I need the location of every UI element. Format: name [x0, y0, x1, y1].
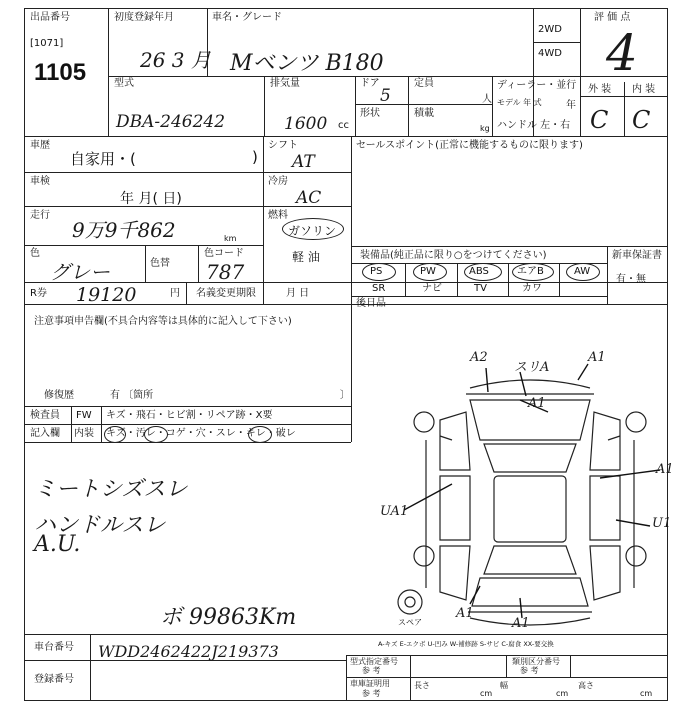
exterior-label: 外 装: [588, 84, 612, 95]
equip-ps: PS: [370, 266, 383, 277]
sales-point-label: セールスポイント(正常に機能するものに限ります): [356, 140, 583, 151]
name-change-label: 名義変更期限: [196, 288, 256, 299]
repair-close: 〕: [340, 390, 350, 401]
r-label: R券: [30, 288, 47, 299]
mark-u1-right: U1: [652, 516, 672, 531]
warranty-value: 有・無: [616, 274, 646, 285]
displacement-value: 1600: [284, 114, 328, 134]
load-unit: kg: [480, 124, 490, 133]
fuel-label: 燃料: [268, 210, 288, 221]
record-label: 記入欄: [30, 428, 60, 439]
legend: A-キズ E-エクボ U-凹み W-補修跡 S-サビ C-腐食 XX-要交換: [378, 640, 554, 648]
mileage-unit: km: [224, 234, 237, 243]
first-reg-label: 初度登録年月: [114, 12, 174, 23]
mark-a2: A2: [470, 350, 488, 365]
color-label: 色: [30, 248, 40, 259]
warranty-label: 新車保証書: [612, 250, 662, 261]
mark-a1-rear: A1: [512, 616, 530, 631]
model-value: DBA-246242: [116, 112, 226, 132]
hand-note-1: ミートシズスレ: [34, 477, 188, 502]
fuel-gas: ガソリン: [288, 224, 337, 238]
equip-leather: カワ: [522, 283, 542, 294]
history-label: 車歴: [30, 140, 50, 151]
r-value: 19120: [76, 284, 137, 306]
dealer-label: ディーラー・並行: [497, 80, 577, 91]
load-label: 積載: [414, 108, 434, 119]
model-year-label: モデル 年 式: [497, 98, 542, 107]
handle-label: ハンドル 左・右: [497, 120, 571, 131]
lot-label: 出品番号: [30, 12, 70, 23]
doors-label: ドア: [360, 78, 380, 89]
caution-label: 注意事項申告欄(不具合内容等は具体的に記入して下さい): [34, 316, 292, 327]
color-code-value: 787: [206, 260, 245, 284]
mileage-value: 9万9千862: [72, 218, 176, 242]
month-day: 月 日: [286, 288, 310, 299]
drive-2wd: 2WD: [538, 24, 562, 35]
cert-label: 車庫証明用: [350, 679, 390, 688]
fw-text: キズ・飛石・ヒビ割・リペア跡・X要: [106, 410, 273, 421]
year-unit: 年: [566, 100, 576, 111]
score-value: 4: [606, 24, 638, 82]
first-reg-value: 26 3 月: [140, 48, 211, 72]
interior-text: キズ・汚レ・コゲ・穴・スレ・キレ・破レ: [106, 428, 296, 439]
reg-label: 登録番号: [34, 674, 74, 685]
spare-label: スペア: [398, 618, 422, 627]
capacity-label: 定員: [414, 78, 434, 89]
height-cm: cm: [640, 689, 653, 698]
name-label: 車名・グレード: [212, 12, 282, 23]
equip-abs: ABS: [469, 266, 489, 277]
length-label: 長さ: [414, 681, 430, 690]
repair-label: 修復歴: [44, 390, 74, 401]
equip-tv: TV: [474, 283, 487, 294]
width-cm: cm: [556, 689, 569, 698]
inspection-text: 年 月( 日): [120, 191, 182, 207]
equip-sr: SR: [372, 283, 386, 294]
class-sub: 参 考: [520, 666, 539, 675]
mileage-label: 走行: [30, 210, 50, 221]
fw-label: FW: [76, 410, 92, 421]
mark-a1-hood: A1: [528, 396, 546, 411]
displacement-label: 排気量: [270, 78, 300, 89]
color-value: グレー: [50, 260, 110, 284]
drive-4wd: 4WD: [538, 48, 562, 59]
class-label: 類別区分番号: [512, 657, 560, 666]
interior-value: C: [632, 106, 651, 134]
fuel-diesel: 軽 油: [292, 250, 320, 264]
equip-aw: AW: [574, 266, 591, 277]
inspection-label: 車検: [30, 176, 50, 187]
score-label: 評 価 点: [594, 12, 631, 23]
ac-value: AC: [296, 188, 322, 208]
equip-pw: PW: [420, 266, 436, 277]
cert-sub: 参 考: [362, 689, 381, 698]
equip-airbag: エアB: [517, 266, 544, 277]
type-spec-label: 型式指定番号: [350, 657, 398, 666]
history-close: ): [252, 148, 258, 166]
after-label: 後日品: [356, 298, 386, 309]
displacement-unit: cc: [338, 120, 349, 131]
equip-navi: ナビ: [422, 283, 442, 294]
odometer-note: ボ 99863Km: [160, 605, 297, 630]
shift-label: シフト: [268, 140, 298, 151]
lot-sub: [1071]: [30, 38, 64, 49]
mark-suri-a: スリA: [514, 360, 550, 375]
r-unit: 円: [170, 288, 180, 299]
model-label: 型式: [114, 78, 134, 89]
length-cm: cm: [480, 689, 493, 698]
shift-value: AT: [292, 152, 315, 172]
width-label: 幅: [500, 681, 508, 690]
equipment-label: 装備品(純正品に限り○をつけてください): [360, 250, 547, 261]
hand-note-2: ハンドルスレ: [34, 513, 166, 538]
height-label: 高さ: [578, 681, 594, 690]
lot-number: 1105: [34, 59, 87, 86]
chassis-value: WDD2462422J219373: [98, 642, 279, 661]
mark-a1-right: A1: [656, 462, 674, 477]
hand-note-3: A.U.: [34, 532, 81, 557]
mark-ua1-left: UA1: [380, 504, 409, 519]
interior-row-label: 内装: [74, 428, 94, 439]
shape-label: 形状: [360, 108, 380, 119]
chassis-label: 車台番号: [34, 642, 74, 653]
exterior-value: C: [590, 106, 609, 134]
mark-a1-rear-left: A1: [456, 606, 474, 621]
capacity-unit: 人: [482, 94, 492, 105]
type-spec-sub: 参 考: [362, 666, 381, 675]
color-change-label: 色替: [150, 258, 170, 269]
ac-label: 冷房: [268, 176, 288, 187]
inspector-label: 検査員: [30, 410, 60, 421]
color-code-label: 色コード: [204, 248, 244, 259]
repair-value: 有 〔箇所: [110, 390, 154, 401]
doors-value: 5: [380, 86, 391, 106]
mark-a1-top: A1: [588, 350, 606, 365]
history-value: 自家用・(: [70, 150, 136, 168]
name-value: Mベンツ B180: [230, 51, 384, 76]
interior-label: 内 装: [632, 84, 656, 95]
